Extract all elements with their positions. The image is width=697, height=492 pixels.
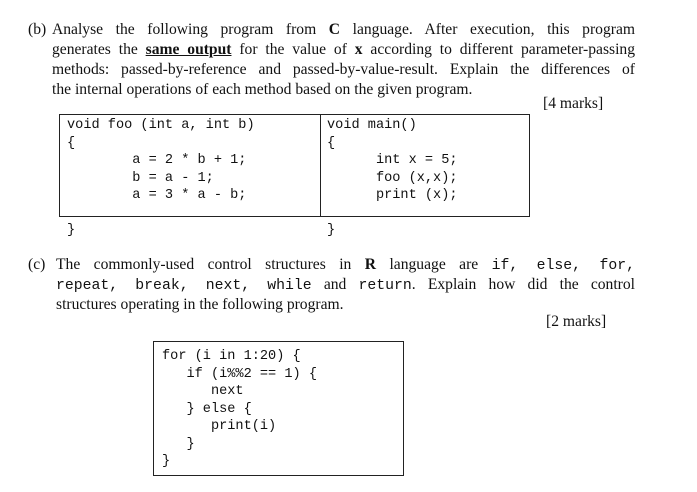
part-c-marks: [2 marks] bbox=[546, 313, 607, 330]
code-box-divider bbox=[320, 114, 321, 216]
part-b-label: (b) bbox=[28, 21, 47, 38]
part-c-label: (c) bbox=[28, 256, 46, 273]
foo-function-code: void foo (int a, int b) { a = 2 * b + 1; b = a - 1; a = 3 * a - b; } bbox=[67, 118, 255, 238]
part-b-marks: [4 marks] bbox=[543, 95, 604, 112]
r-loop-code: for (i in 1:20) { if (i%%2 == 1) { next } else { print(i) } } bbox=[162, 349, 317, 469]
same-output-emphasis: same output bbox=[145, 41, 232, 58]
main-function-code: void main() { int x = 5; foo (x,x); print (x); } bbox=[327, 118, 458, 238]
